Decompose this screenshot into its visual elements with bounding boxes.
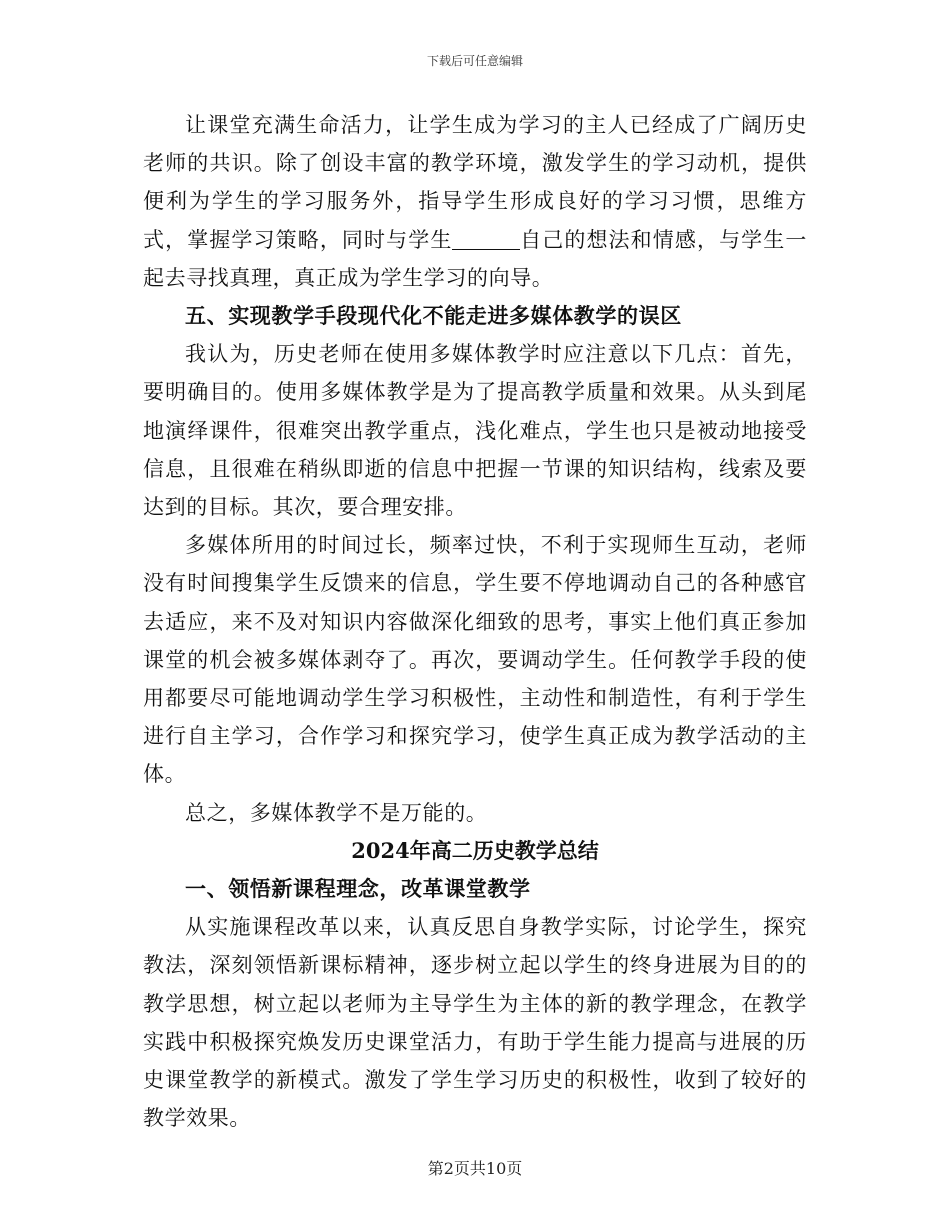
document-title: 2024年高二历史教学总结 (351, 837, 599, 863)
section-heading-five: 五、实现教学手段现代化不能走进多媒体教学的误区 (185, 303, 682, 329)
fill-in-blank (452, 228, 519, 250)
paragraph-conclusion: 总之，多媒体教学不是万能的。 (185, 800, 488, 825)
paragraph-classroom-vitality (143, 106, 807, 297)
paragraph-multimedia-time: 多媒体所用的时间过长，频率过快，不利于实现师生互动，老师没有时间搜集学生反馈来的信息，学生要不停地调动自己的各种感官去适应，来不及对知识内容做深化细致的思考，事实上他们真正参加课堂的机会被多媒体剥夺了。再次，要调动学生。任何教学手段的使用都要尽可能地调动学生学习积极性，主动性和制造性，有利于学生进行自主学习，合作学习和探究学习，使学生真正成为教学活动的主体。 (143, 533, 807, 787)
page-number: 第2页共10页 (427, 1159, 523, 1178)
document-body (143, 106, 807, 1137)
section-heading-one: 一、领悟新课程理念，改革课堂教学 (185, 876, 531, 902)
paragraph-multimedia-notes: 我认为，历史老师在使用多媒体教学时应注意以下几点：首先，要明确目的。使用多媒体教学是为了提高教学质量和效果。从头到尾地演绎课件，很难突出教学重点，浅化难点，学生也只是被动地接受信息，且很难在稍纵即逝的信息中把握一节课的知识结构，线索及要达到的目标。其次，要合理安排。 (143, 342, 807, 520)
paragraph-text: 让课堂充满生命活力，让学生成为学习的主人已经成了广阔历史老师的共识。除了创设丰富的教学环境，激发学生的学习动机，提供便利为学生的学习服务外，指导学生形成良好的学习习惯，思维方式，掌握学习策略，同时与学生 (143, 113, 807, 252)
paragraph-curriculum-reform: 从实施课程改革以来，认真反思自身教学实际，讨论学生，探究教法，深刻领悟新课标精神，逐步树立起以学生的终身进展为目的的教学思想，树立起以老师为主导学生为主体的新的教学理念，在教学实践中积极探究焕发历史课堂活力，有助于学生能力提高与进展的历史课堂教学的新模式。激发了学生学习历史的积极性，收到了较好的教学效果。 (143, 915, 807, 1131)
page-header: 下载后可任意编辑 (426, 54, 523, 68)
paragraph-text: 自己的想法和情感，与学生一起去寻找真理，真正成为学生学习的向导。 (143, 227, 807, 290)
